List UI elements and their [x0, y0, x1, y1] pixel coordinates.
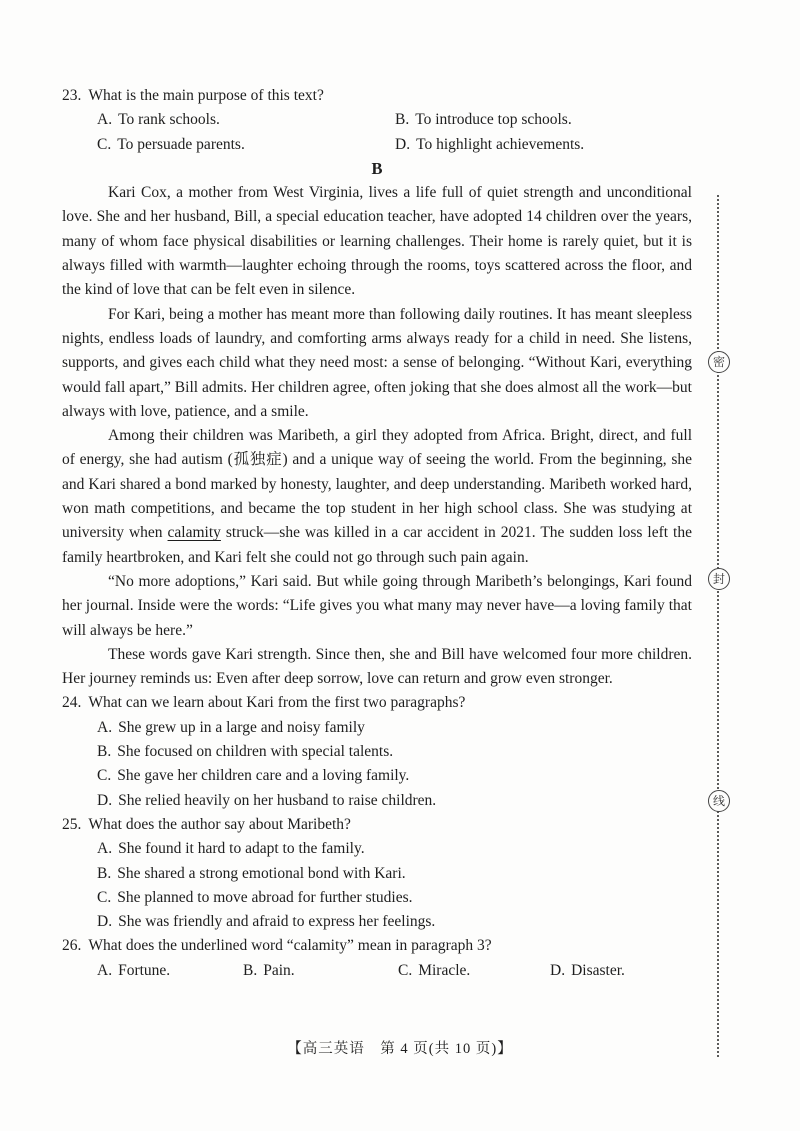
question-25-option-c	[97, 886, 692, 910]
seal-marker-xian: 线	[708, 790, 730, 812]
option-label: C.	[97, 888, 112, 906]
passage-paragraph-1: Kari Cox, a mother from West Virginia, lives a life full of quiet strength and unconditional love. She and her husband, Bill, a special education teacher, have adopted 14 children over the years, many of whom face physical disabilities or learning challenges. Their home is rarely quiet, but it is always filled with warmth—laughter echoing through the rooms, toys scattered across the floor, and the kind of love that can be felt even in silence.	[62, 184, 692, 299]
passage-paragraph-2: For Kari, being a mother has meant more than following daily routines. It has meant sleepless nights, endless loads of laundry, and comforting arms always ready for a child in need. She listens, supports, and gives each child what they need most: a sense of belonging. “Without Kari, everything would fall apart,” Bill admits. Her children agree, often joking that she does almost all the work—but always with love, patience, and a smile.	[62, 305, 692, 420]
question-26-option-b	[243, 959, 398, 983]
passage-paragraph-3	[62, 424, 692, 570]
option-text: She grew up in a large and noisy family	[118, 718, 365, 736]
question-24-number: 24.	[62, 694, 82, 712]
option-text: She was friendly and afraid to express her feelings.	[118, 913, 436, 931]
question-23-text: What is the main purpose of this text?	[88, 87, 324, 104]
option-text: She gave her children care and a loving family.	[117, 767, 410, 785]
question-24-options	[62, 716, 692, 813]
option-text: She found it hard to adapt to the family.	[118, 840, 365, 858]
question-25-text: What does the author say about Maribeth?	[88, 815, 351, 833]
paragraph-3-text-after: struck—she was killed in a car accident in 2021. The sudden loss left the family heartbroken, and Kari felt she could not go through such pain again.	[62, 524, 692, 566]
option-label: C.	[398, 961, 413, 979]
underlined-word-calamity: calamity	[167, 524, 221, 542]
question-23-options	[62, 108, 692, 157]
question-23-option-d	[395, 133, 692, 157]
question-25-option-a	[97, 837, 692, 861]
option-text: She focused on children with special talents.	[117, 743, 394, 761]
question-26-number: 26.	[62, 937, 82, 955]
option-label: B.	[395, 111, 410, 129]
option-text: Miracle.	[418, 961, 471, 979]
question-26-option-c	[398, 959, 550, 983]
option-text: To persuade parents.	[117, 135, 245, 153]
question-24-option-d	[97, 789, 692, 813]
option-label: C.	[97, 767, 112, 785]
option-text: To introduce top schools.	[415, 111, 572, 129]
section-b-heading: B	[371, 158, 383, 178]
option-label: D.	[97, 791, 113, 809]
option-label: A.	[97, 840, 113, 858]
option-label: D.	[395, 135, 411, 153]
question-24-option-c	[97, 764, 692, 788]
question-24-option-b	[97, 740, 692, 764]
option-label: B.	[97, 864, 112, 882]
question-24-text: What can we learn about Kari from the first two paragraphs?	[88, 694, 466, 712]
question-25-number: 25.	[62, 815, 82, 833]
seal-marker-feng: 封	[708, 568, 730, 590]
option-text: Pain.	[263, 961, 295, 979]
paragraph-3-text-before: Among their children was Maribeth, a girl they adopted from Africa. Bright, direct, and full of energy, she had autism (孤独症) and a unique way of seeing the world. From the beginning, she and Kari shared a bond marked by honesty, laughter, and deep understanding. Maribeth worked hard, won math competitions, and became the top student in her high school class. She was studying at university when	[62, 427, 692, 542]
seal-marker-mi: 密	[708, 351, 730, 373]
option-label: D.	[97, 913, 113, 931]
question-25-option-d	[97, 910, 692, 934]
passage-paragraph-4: “No more adoptions,” Kari said. But while going through Maribeth’s belongings, Kari found her journal. Inside were the words: “Life gives you what many may never have—a loving family that will always be here.”	[62, 572, 692, 639]
exam-content	[62, 84, 692, 983]
option-label: A.	[97, 961, 113, 979]
question-24	[62, 691, 692, 715]
option-text: She shared a strong emotional bond with Kari.	[117, 864, 406, 882]
option-text: Fortune.	[118, 961, 171, 979]
option-label: C.	[97, 135, 112, 153]
question-26-options	[62, 959, 692, 983]
question-26-option-d	[550, 959, 692, 983]
question-25-options	[62, 837, 692, 934]
option-label: B.	[97, 743, 112, 761]
option-label: B.	[243, 961, 258, 979]
page-footer: 【高三英语 第 4 页(共 10 页)】	[287, 1041, 513, 1057]
question-23-option-c	[97, 133, 395, 157]
seal-line	[712, 195, 725, 1057]
question-25-option-b	[97, 862, 692, 886]
option-text: She planned to move abroad for further studies.	[117, 888, 413, 906]
option-text: Disaster.	[571, 961, 625, 979]
question-26-option-a	[97, 959, 243, 983]
question-23	[62, 84, 692, 108]
question-24-option-a	[97, 716, 692, 740]
option-text: To highlight achievements.	[416, 135, 585, 153]
question-23-option-b	[395, 108, 692, 132]
question-23-option-a	[97, 108, 395, 132]
question-25	[62, 813, 692, 837]
option-label: A.	[97, 718, 113, 736]
option-text: She relied heavily on her husband to raise children.	[118, 791, 437, 809]
option-label: D.	[550, 961, 566, 979]
question-26	[62, 934, 692, 958]
passage-paragraph-5: These words gave Kari strength. Since then, she and Bill have welcomed four more children. Her journey reminds us: Even after deep sorrow, love can return and grow even stronger.	[62, 645, 692, 688]
question-23-number: 23.	[62, 87, 82, 104]
question-26-text: What does the underlined word “calamity” mean in paragraph 3?	[88, 937, 492, 955]
option-text: To rank schools.	[118, 111, 220, 129]
option-label: A.	[97, 111, 113, 129]
